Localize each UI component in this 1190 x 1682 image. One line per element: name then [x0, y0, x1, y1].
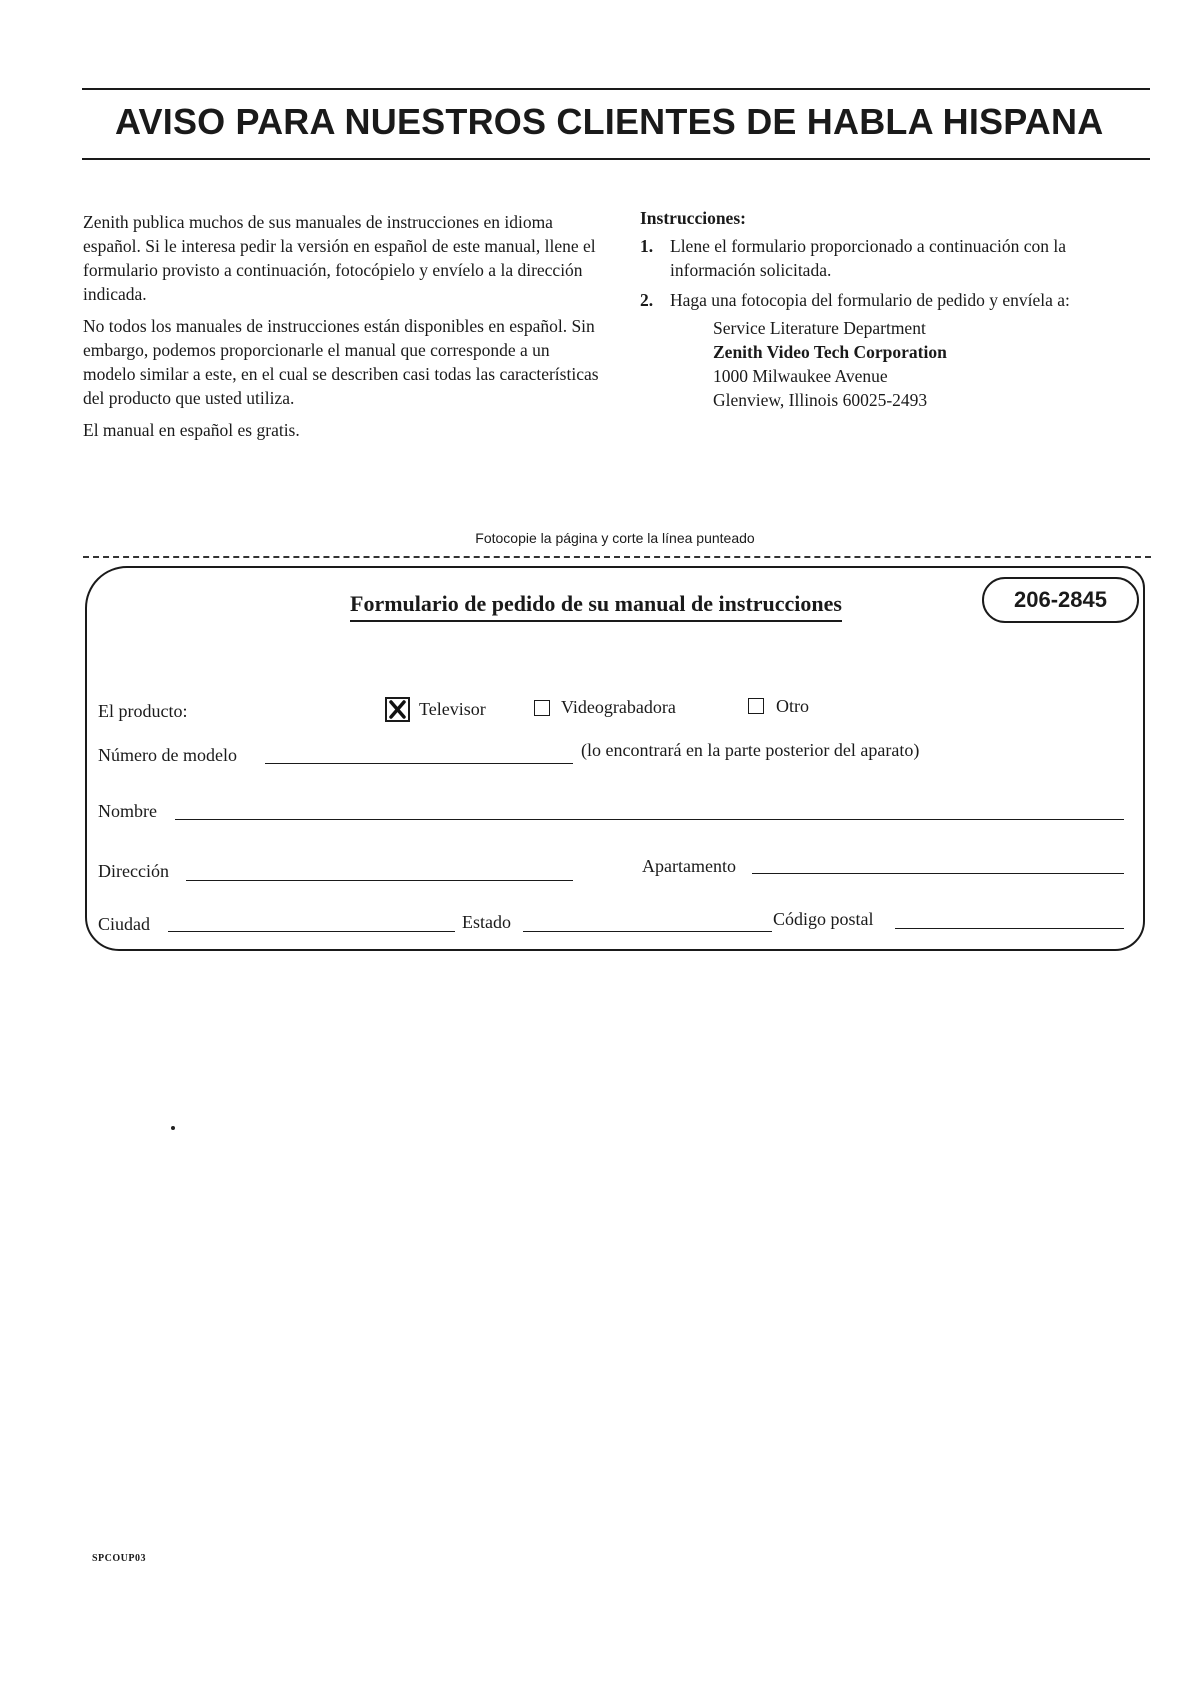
- intro-text: [83, 210, 603, 450]
- mailing-address: [640, 316, 1130, 412]
- address-line-2: Zenith Video Tech Corporation: [713, 342, 947, 362]
- zip-label: Código postal: [773, 909, 874, 929]
- address-line-1: Service Literature Department: [713, 318, 926, 338]
- model-hint: (lo encontrará en la parte posterior del aparato): [581, 740, 920, 760]
- cut-line: [83, 556, 1151, 558]
- city-field[interactable]: [168, 931, 455, 932]
- document-code: SPCOUP03: [92, 1553, 146, 1564]
- instruction-step-1: [640, 234, 1130, 282]
- step-number: 2.: [640, 290, 654, 310]
- form-title: Formulario de pedido de su manual de instrucciones: [350, 591, 842, 622]
- scan-speck: [171, 1126, 175, 1130]
- step-text: Llene el formulario proporcionado a continuación con la información solicitada.: [670, 236, 1067, 280]
- intro-paragraph-2: No todos los manuales de instrucciones están disponibles en español. Sin embargo, podemos proporcionarle el manual que corresponde a un modelo similar a este, en el cual se describen casi todas las características del producto que usted utiliza.: [83, 316, 599, 408]
- instructions-list: [640, 234, 1130, 312]
- step-text: Haga una fotocopia del formulario de pedido y envíela a:: [670, 290, 1070, 310]
- name-label: Nombre: [98, 801, 157, 821]
- intro-paragraph-3: El manual en español es gratis.: [83, 420, 300, 440]
- heading-underline: [82, 158, 1150, 160]
- name-field[interactable]: [175, 819, 1124, 820]
- city-label: Ciudad: [98, 914, 150, 934]
- instructions-section: [640, 206, 1130, 412]
- page-title: AVISO PARA NUESTROS CLIENTES DE HABLA HISPANA: [115, 101, 1104, 142]
- form-code-badge: 206-2845: [982, 577, 1139, 623]
- step-number: 1.: [640, 236, 654, 256]
- other-option-label: Otro: [776, 696, 809, 716]
- cut-instruction: Fotocopie la página y corte la línea punteado: [475, 530, 755, 546]
- model-label: Número de modelo: [98, 745, 237, 765]
- vcr-checkbox[interactable]: [534, 700, 550, 716]
- product-label: El producto:: [98, 701, 188, 721]
- other-checkbox[interactable]: [748, 698, 764, 714]
- intro-paragraph-1: Zenith publica muchos de sus manuales de instrucciones en idioma español. Si le interesa pedir la versión en español de este manual, llene el formulario provisto a continuación, fotocópielo y envíelo a la dirección indicada.: [83, 212, 596, 304]
- instruction-step-2: [640, 288, 1130, 312]
- instructions-title: Instrucciones:: [640, 208, 746, 228]
- apartment-field[interactable]: [752, 873, 1124, 874]
- address-line-3: 1000 Milwaukee Avenue: [713, 366, 888, 386]
- model-number-field[interactable]: [265, 763, 573, 764]
- zip-field[interactable]: [895, 928, 1124, 929]
- address-line-4: Glenview, Illinois 60025-2493: [713, 390, 928, 410]
- address-label: Dirección: [98, 861, 169, 881]
- address-field[interactable]: [186, 880, 573, 881]
- apartment-label: Apartamento: [642, 856, 736, 876]
- tv-option-label: Televisor: [419, 699, 486, 719]
- tv-checkbox[interactable]: [385, 697, 410, 722]
- check-x-icon: [389, 700, 406, 719]
- state-label: Estado: [462, 912, 511, 932]
- vcr-option-label: Videograbadora: [561, 697, 676, 717]
- state-field[interactable]: [523, 931, 772, 932]
- top-rule: [82, 88, 1150, 90]
